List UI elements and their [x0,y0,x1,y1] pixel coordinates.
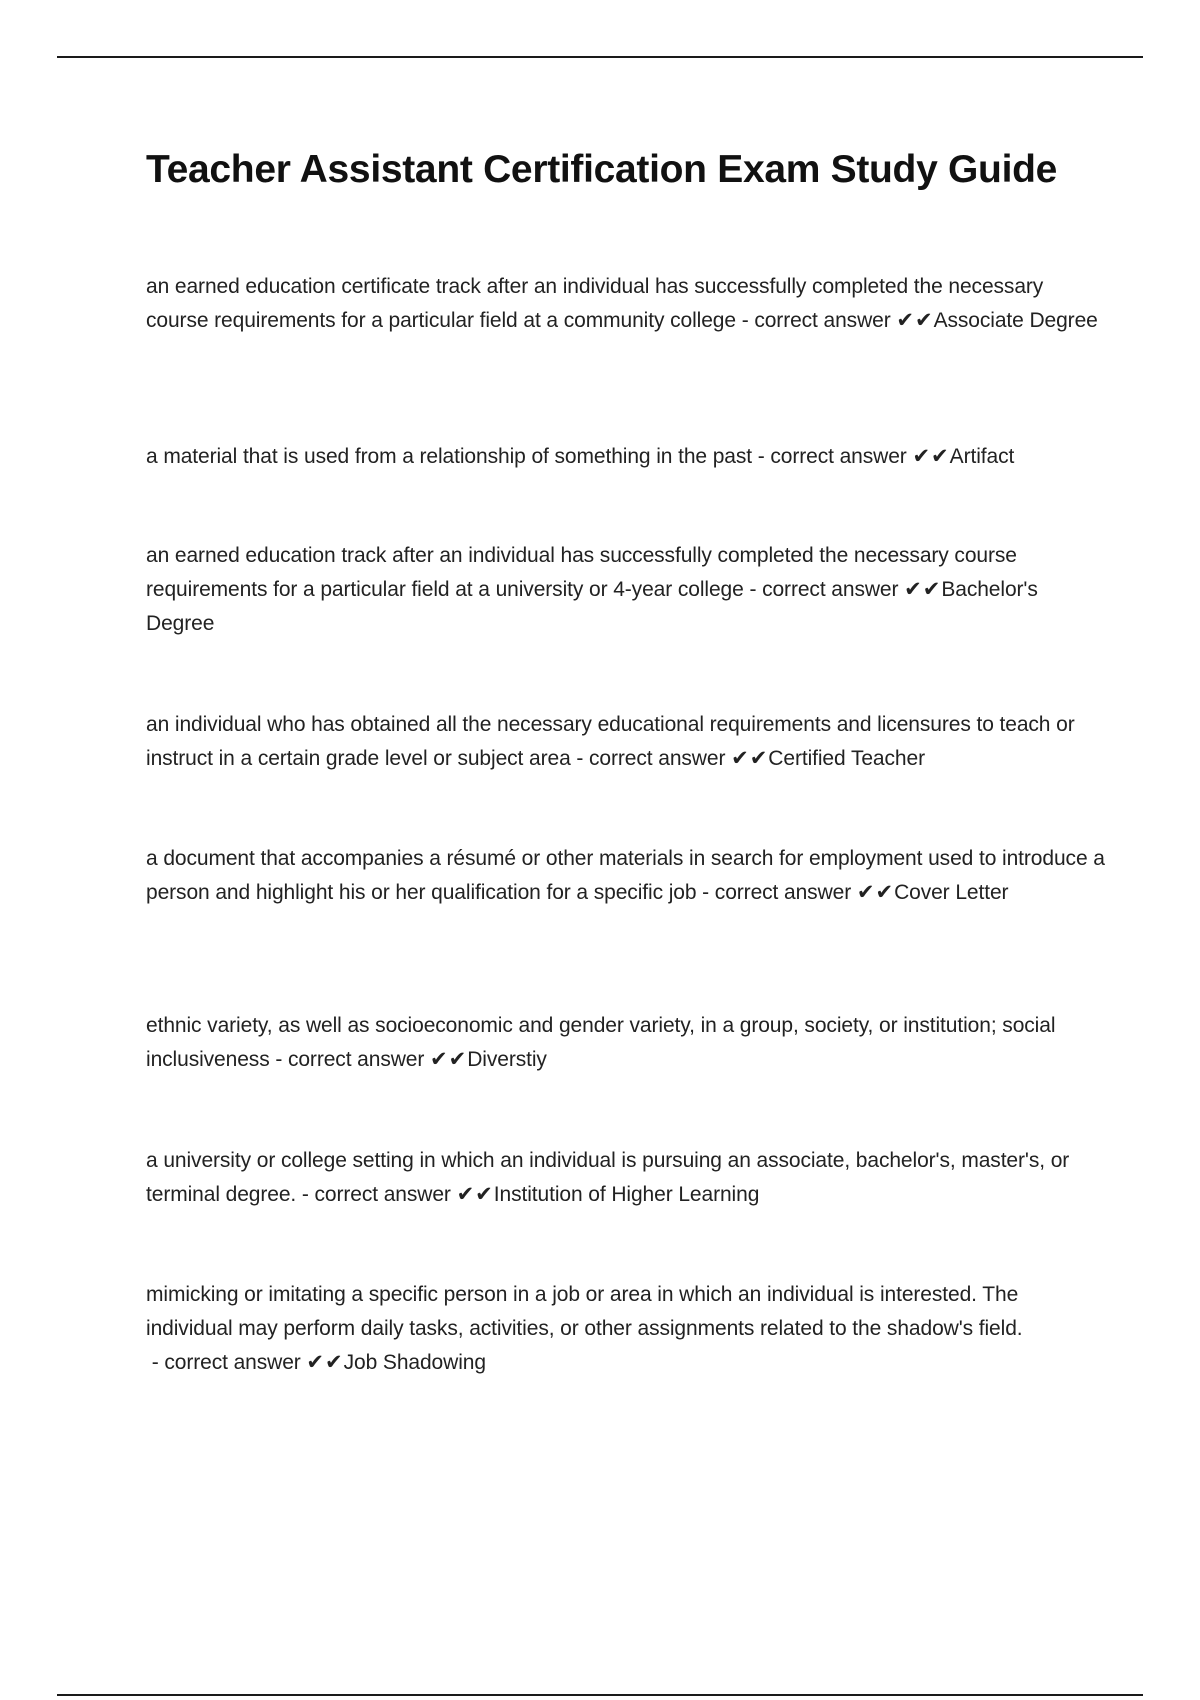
answer-text: Institution of Higher Learning [493,1183,760,1206]
answer-separator: - correct answer [269,1048,431,1071]
answer-separator: - correct answer [735,309,897,332]
question-text: an earned education certificate track after an individual has successfully completed the necessary course requirements for a particular field at a community college [146,275,1044,332]
flashcard-7 [146,1144,1106,1212]
question-text: a material that is used from a relationship of something in the past [146,445,753,468]
question-text: mimicking or imitating a specific person in a job or area in which an individual is interested. The individual may perform daily tasks, activities, or other assignments related to the shadow's field. [146,1283,1023,1340]
check-marks-icon: ✔✔ [856,881,895,904]
check-marks-icon: ✔✔ [731,747,769,770]
answer-text: Bachelor's Degree [146,578,1038,635]
bottom-rule [57,1694,1143,1696]
check-marks-icon: ✔✔ [904,578,942,601]
flashcard-6 [146,1009,1106,1077]
page-title: Teacher Assistant Certification Exam Study Guide [146,148,1058,191]
check-marks-icon: ✔✔ [456,1183,494,1206]
top-rule [57,56,1143,58]
question-text: a university or college setting in which an individual is pursuing an associate, bachelor's, master's, or terminal degree. [146,1149,1070,1206]
question-text: ethnic variety, as well as socioeconomic and gender variety, in a group, society, or institution; social inclusiveness [146,1014,1056,1071]
flashcard-1 [146,270,1106,338]
flashcard-3 [146,539,1106,641]
answer-text: Job Shadowing [343,1351,486,1374]
answer-text: Certified Teacher [768,747,925,770]
answer-separator: - correct answer [146,1351,307,1374]
question-text: an earned education track after an individual has successfully completed the necessary course requirements for a particular field at a university or 4-year college [146,544,1017,601]
flashcard-5 [146,842,1106,910]
question-text: a document that accompanies a résumé or other materials in search for employment used to introduce a person and highlight his or her qualification for a specific job [146,847,1105,904]
check-marks-icon: ✔✔ [896,309,934,332]
answer-separator: - correct answer [296,1183,457,1206]
answer-text: Artifact [949,445,1015,468]
answer-separator: - correct answer [743,578,905,601]
answer-separator: - correct answer [752,445,913,468]
flashcard-4 [146,708,1106,776]
answer-separator: - correct answer [696,881,857,904]
answer-text: Diverstiy [467,1048,547,1071]
check-marks-icon: ✔✔ [306,1351,344,1374]
check-marks-icon: ✔✔ [912,445,950,468]
answer-text: Associate Degree [933,309,1098,332]
flashcard-8 [146,1278,1106,1380]
question-text: an individual who has obtained all the necessary educational requirements and licensures to teach or instruct in a certain grade level or subject area [146,713,1075,770]
answer-text: Cover Letter [894,881,1009,904]
check-marks-icon: ✔✔ [430,1048,468,1071]
flashcard-2 [146,440,1106,474]
answer-separator: - correct answer [570,747,732,770]
